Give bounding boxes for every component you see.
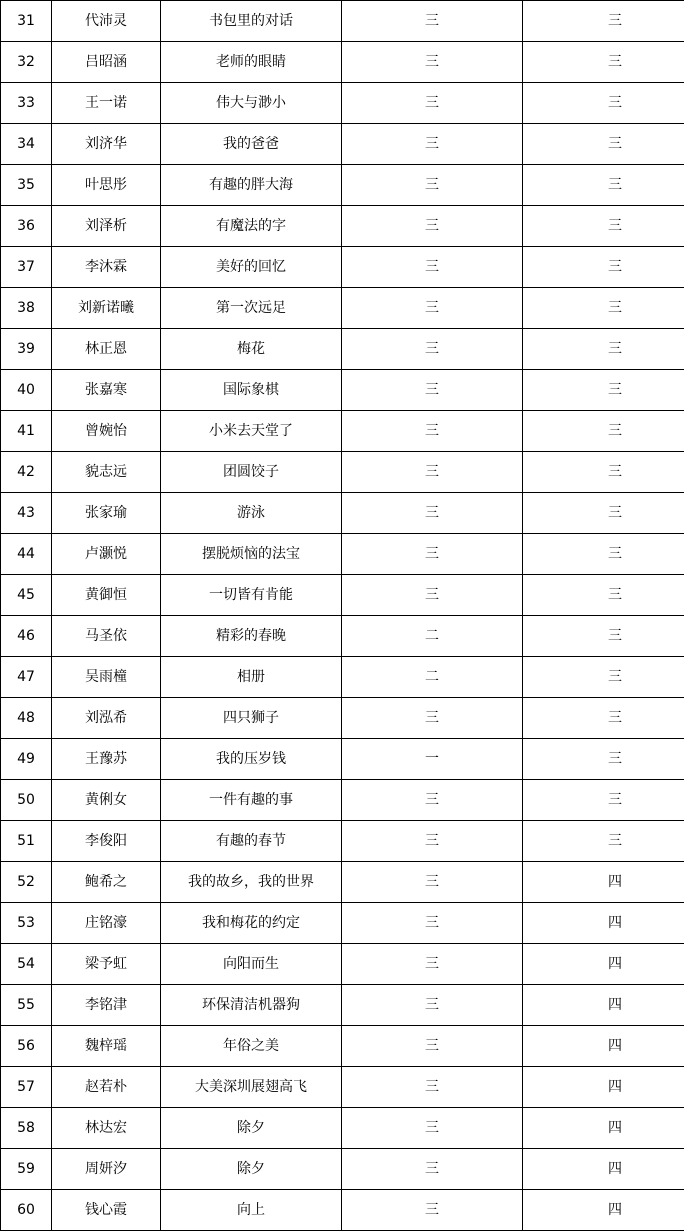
cell-index: 53 bbox=[1, 903, 52, 944]
cell-title: 我的压岁钱 bbox=[161, 739, 342, 780]
table-row bbox=[1, 698, 684, 739]
cell-title: 第一次远足 bbox=[161, 288, 342, 329]
cell-grade: 三 bbox=[342, 944, 523, 985]
cell-title: 相册 bbox=[161, 657, 342, 698]
cell-name: 林达宏 bbox=[52, 1108, 161, 1149]
cell-name: 貌志远 bbox=[52, 452, 161, 493]
cell-name: 叶思彤 bbox=[52, 165, 161, 206]
cell-grade: 三 bbox=[342, 1026, 523, 1067]
table-row bbox=[1, 83, 684, 124]
cell-title: 老师的眼睛 bbox=[161, 42, 342, 83]
table-row bbox=[1, 329, 684, 370]
cell-name: 代沛灵 bbox=[52, 1, 161, 42]
cell-title: 一切皆有肯能 bbox=[161, 575, 342, 616]
cell-grade: 三 bbox=[342, 1, 523, 42]
cell-title: 国际象棋 bbox=[161, 370, 342, 411]
cell-award: 三 bbox=[523, 247, 684, 288]
cell-index: 32 bbox=[1, 42, 52, 83]
cell-award: 三 bbox=[523, 616, 684, 657]
cell-grade: 三 bbox=[342, 288, 523, 329]
cell-name: 卢灏悦 bbox=[52, 534, 161, 575]
table-row bbox=[1, 821, 684, 862]
cell-award: 三 bbox=[523, 206, 684, 247]
cell-name: 王豫苏 bbox=[52, 739, 161, 780]
cell-title: 除夕 bbox=[161, 1149, 342, 1190]
table-row bbox=[1, 42, 684, 83]
cell-award: 三 bbox=[523, 1, 684, 42]
table-row bbox=[1, 1149, 684, 1190]
cell-name: 黄俐女 bbox=[52, 780, 161, 821]
cell-grade: 三 bbox=[342, 534, 523, 575]
cell-award: 四 bbox=[523, 1149, 684, 1190]
table-row bbox=[1, 206, 684, 247]
cell-award: 三 bbox=[523, 411, 684, 452]
cell-title: 小米去天堂了 bbox=[161, 411, 342, 452]
table-row bbox=[1, 124, 684, 165]
table-row bbox=[1, 411, 684, 452]
cell-award: 三 bbox=[523, 288, 684, 329]
cell-title: 书包里的对话 bbox=[161, 1, 342, 42]
cell-index: 33 bbox=[1, 83, 52, 124]
cell-index: 42 bbox=[1, 452, 52, 493]
cell-grade: 三 bbox=[342, 985, 523, 1026]
cell-name: 刘泽析 bbox=[52, 206, 161, 247]
cell-award: 三 bbox=[523, 698, 684, 739]
cell-grade: 三 bbox=[342, 452, 523, 493]
cell-title: 有魔法的字 bbox=[161, 206, 342, 247]
cell-title: 我和梅花的约定 bbox=[161, 903, 342, 944]
cell-award: 三 bbox=[523, 493, 684, 534]
table-row bbox=[1, 944, 684, 985]
cell-title: 美好的回忆 bbox=[161, 247, 342, 288]
cell-name: 吴雨橦 bbox=[52, 657, 161, 698]
cell-name: 刘济华 bbox=[52, 124, 161, 165]
cell-title: 向上 bbox=[161, 1190, 342, 1231]
cell-grade: 一 bbox=[342, 739, 523, 780]
cell-title: 年俗之美 bbox=[161, 1026, 342, 1067]
cell-award: 三 bbox=[523, 83, 684, 124]
cell-grade: 三 bbox=[342, 247, 523, 288]
cell-title: 环保清洁机器狗 bbox=[161, 985, 342, 1026]
cell-award: 四 bbox=[523, 1067, 684, 1108]
cell-name: 马圣依 bbox=[52, 616, 161, 657]
cell-award: 四 bbox=[523, 903, 684, 944]
cell-title: 摆脱烦恼的法宝 bbox=[161, 534, 342, 575]
cell-grade: 三 bbox=[342, 165, 523, 206]
cell-index: 35 bbox=[1, 165, 52, 206]
table-row bbox=[1, 862, 684, 903]
cell-award: 三 bbox=[523, 575, 684, 616]
cell-award: 四 bbox=[523, 1190, 684, 1231]
cell-title: 有趣的胖大海 bbox=[161, 165, 342, 206]
table-row bbox=[1, 657, 684, 698]
cell-grade: 三 bbox=[342, 1067, 523, 1108]
cell-index: 48 bbox=[1, 698, 52, 739]
cell-grade: 三 bbox=[342, 83, 523, 124]
cell-name: 刘新诺曦 bbox=[52, 288, 161, 329]
cell-index: 51 bbox=[1, 821, 52, 862]
cell-name: 梁予虹 bbox=[52, 944, 161, 985]
cell-name: 吕昭涵 bbox=[52, 42, 161, 83]
cell-index: 39 bbox=[1, 329, 52, 370]
cell-title: 团圆饺子 bbox=[161, 452, 342, 493]
cell-award: 四 bbox=[523, 1026, 684, 1067]
cell-name: 李铭津 bbox=[52, 985, 161, 1026]
cell-grade: 三 bbox=[342, 1190, 523, 1231]
cell-award: 三 bbox=[523, 780, 684, 821]
cell-award: 四 bbox=[523, 985, 684, 1026]
table-row bbox=[1, 165, 684, 206]
cell-index: 37 bbox=[1, 247, 52, 288]
cell-grade: 三 bbox=[342, 411, 523, 452]
cell-grade: 三 bbox=[342, 862, 523, 903]
cell-grade: 三 bbox=[342, 124, 523, 165]
cell-award: 三 bbox=[523, 165, 684, 206]
cell-award: 三 bbox=[523, 329, 684, 370]
table-row bbox=[1, 616, 684, 657]
table-row bbox=[1, 1190, 684, 1231]
cell-name: 魏梓瑶 bbox=[52, 1026, 161, 1067]
cell-grade: 三 bbox=[342, 329, 523, 370]
cell-index: 58 bbox=[1, 1108, 52, 1149]
table-row bbox=[1, 1026, 684, 1067]
cell-award: 三 bbox=[523, 452, 684, 493]
table-row bbox=[1, 370, 684, 411]
cell-grade: 三 bbox=[342, 493, 523, 534]
cell-award: 三 bbox=[523, 534, 684, 575]
cell-name: 曾婉怡 bbox=[52, 411, 161, 452]
cell-index: 34 bbox=[1, 124, 52, 165]
cell-grade: 三 bbox=[342, 698, 523, 739]
cell-grade: 三 bbox=[342, 370, 523, 411]
cell-index: 46 bbox=[1, 616, 52, 657]
cell-name: 张家瑜 bbox=[52, 493, 161, 534]
cell-grade: 三 bbox=[342, 903, 523, 944]
cell-name: 赵若朴 bbox=[52, 1067, 161, 1108]
cell-name: 林正恩 bbox=[52, 329, 161, 370]
cell-award: 四 bbox=[523, 1108, 684, 1149]
cell-name: 李沐霖 bbox=[52, 247, 161, 288]
cell-award: 三 bbox=[523, 821, 684, 862]
cell-index: 40 bbox=[1, 370, 52, 411]
cell-grade: 二 bbox=[342, 657, 523, 698]
cell-name: 钱心霞 bbox=[52, 1190, 161, 1231]
cell-grade: 三 bbox=[342, 575, 523, 616]
cell-name: 鲍希之 bbox=[52, 862, 161, 903]
cell-grade: 三 bbox=[342, 780, 523, 821]
table-row bbox=[1, 1, 684, 42]
cell-index: 54 bbox=[1, 944, 52, 985]
cell-title: 向阳而生 bbox=[161, 944, 342, 985]
cell-index: 43 bbox=[1, 493, 52, 534]
cell-index: 41 bbox=[1, 411, 52, 452]
cell-index: 49 bbox=[1, 739, 52, 780]
cell-grade: 三 bbox=[342, 206, 523, 247]
cell-name: 王一诺 bbox=[52, 83, 161, 124]
table-row bbox=[1, 780, 684, 821]
cell-award: 三 bbox=[523, 124, 684, 165]
cell-grade: 二 bbox=[342, 616, 523, 657]
table-row bbox=[1, 575, 684, 616]
cell-index: 60 bbox=[1, 1190, 52, 1231]
table-row bbox=[1, 534, 684, 575]
cell-name: 周妍汐 bbox=[52, 1149, 161, 1190]
cell-title: 游泳 bbox=[161, 493, 342, 534]
cell-grade: 三 bbox=[342, 1149, 523, 1190]
cell-title: 精彩的春晚 bbox=[161, 616, 342, 657]
cell-grade: 三 bbox=[342, 42, 523, 83]
cell-title: 伟大与渺小 bbox=[161, 83, 342, 124]
table-row bbox=[1, 1108, 684, 1149]
cell-award: 三 bbox=[523, 42, 684, 83]
cell-title: 除夕 bbox=[161, 1108, 342, 1149]
cell-index: 59 bbox=[1, 1149, 52, 1190]
cell-index: 31 bbox=[1, 1, 52, 42]
cell-index: 47 bbox=[1, 657, 52, 698]
cell-index: 57 bbox=[1, 1067, 52, 1108]
cell-award: 四 bbox=[523, 862, 684, 903]
cell-award: 三 bbox=[523, 370, 684, 411]
table-row bbox=[1, 739, 684, 780]
cell-name: 李俊阳 bbox=[52, 821, 161, 862]
table-row bbox=[1, 247, 684, 288]
cell-index: 45 bbox=[1, 575, 52, 616]
cell-award: 三 bbox=[523, 739, 684, 780]
cell-title: 四只狮子 bbox=[161, 698, 342, 739]
table-body bbox=[1, 1, 684, 1231]
cell-award: 四 bbox=[523, 944, 684, 985]
cell-name: 刘泓希 bbox=[52, 698, 161, 739]
cell-index: 55 bbox=[1, 985, 52, 1026]
cell-name: 黄御恒 bbox=[52, 575, 161, 616]
cell-title: 我的爸爸 bbox=[161, 124, 342, 165]
table-row bbox=[1, 985, 684, 1026]
table-row bbox=[1, 903, 684, 944]
cell-index: 44 bbox=[1, 534, 52, 575]
cell-title: 一件有趣的事 bbox=[161, 780, 342, 821]
cell-title: 我的故乡，我的世界 bbox=[161, 862, 342, 903]
cell-title: 有趣的春节 bbox=[161, 821, 342, 862]
cell-grade: 三 bbox=[342, 1108, 523, 1149]
cell-index: 38 bbox=[1, 288, 52, 329]
cell-index: 36 bbox=[1, 206, 52, 247]
cell-index: 52 bbox=[1, 862, 52, 903]
table-row bbox=[1, 1067, 684, 1108]
cell-name: 庄铭濠 bbox=[52, 903, 161, 944]
cell-award: 三 bbox=[523, 657, 684, 698]
table-row bbox=[1, 493, 684, 534]
cell-name: 张嘉寒 bbox=[52, 370, 161, 411]
table-row bbox=[1, 452, 684, 493]
table-row bbox=[1, 288, 684, 329]
cell-index: 50 bbox=[1, 780, 52, 821]
cell-grade: 三 bbox=[342, 821, 523, 862]
cell-index: 56 bbox=[1, 1026, 52, 1067]
cell-title: 大美深圳展翅高飞 bbox=[161, 1067, 342, 1108]
cell-title: 梅花 bbox=[161, 329, 342, 370]
